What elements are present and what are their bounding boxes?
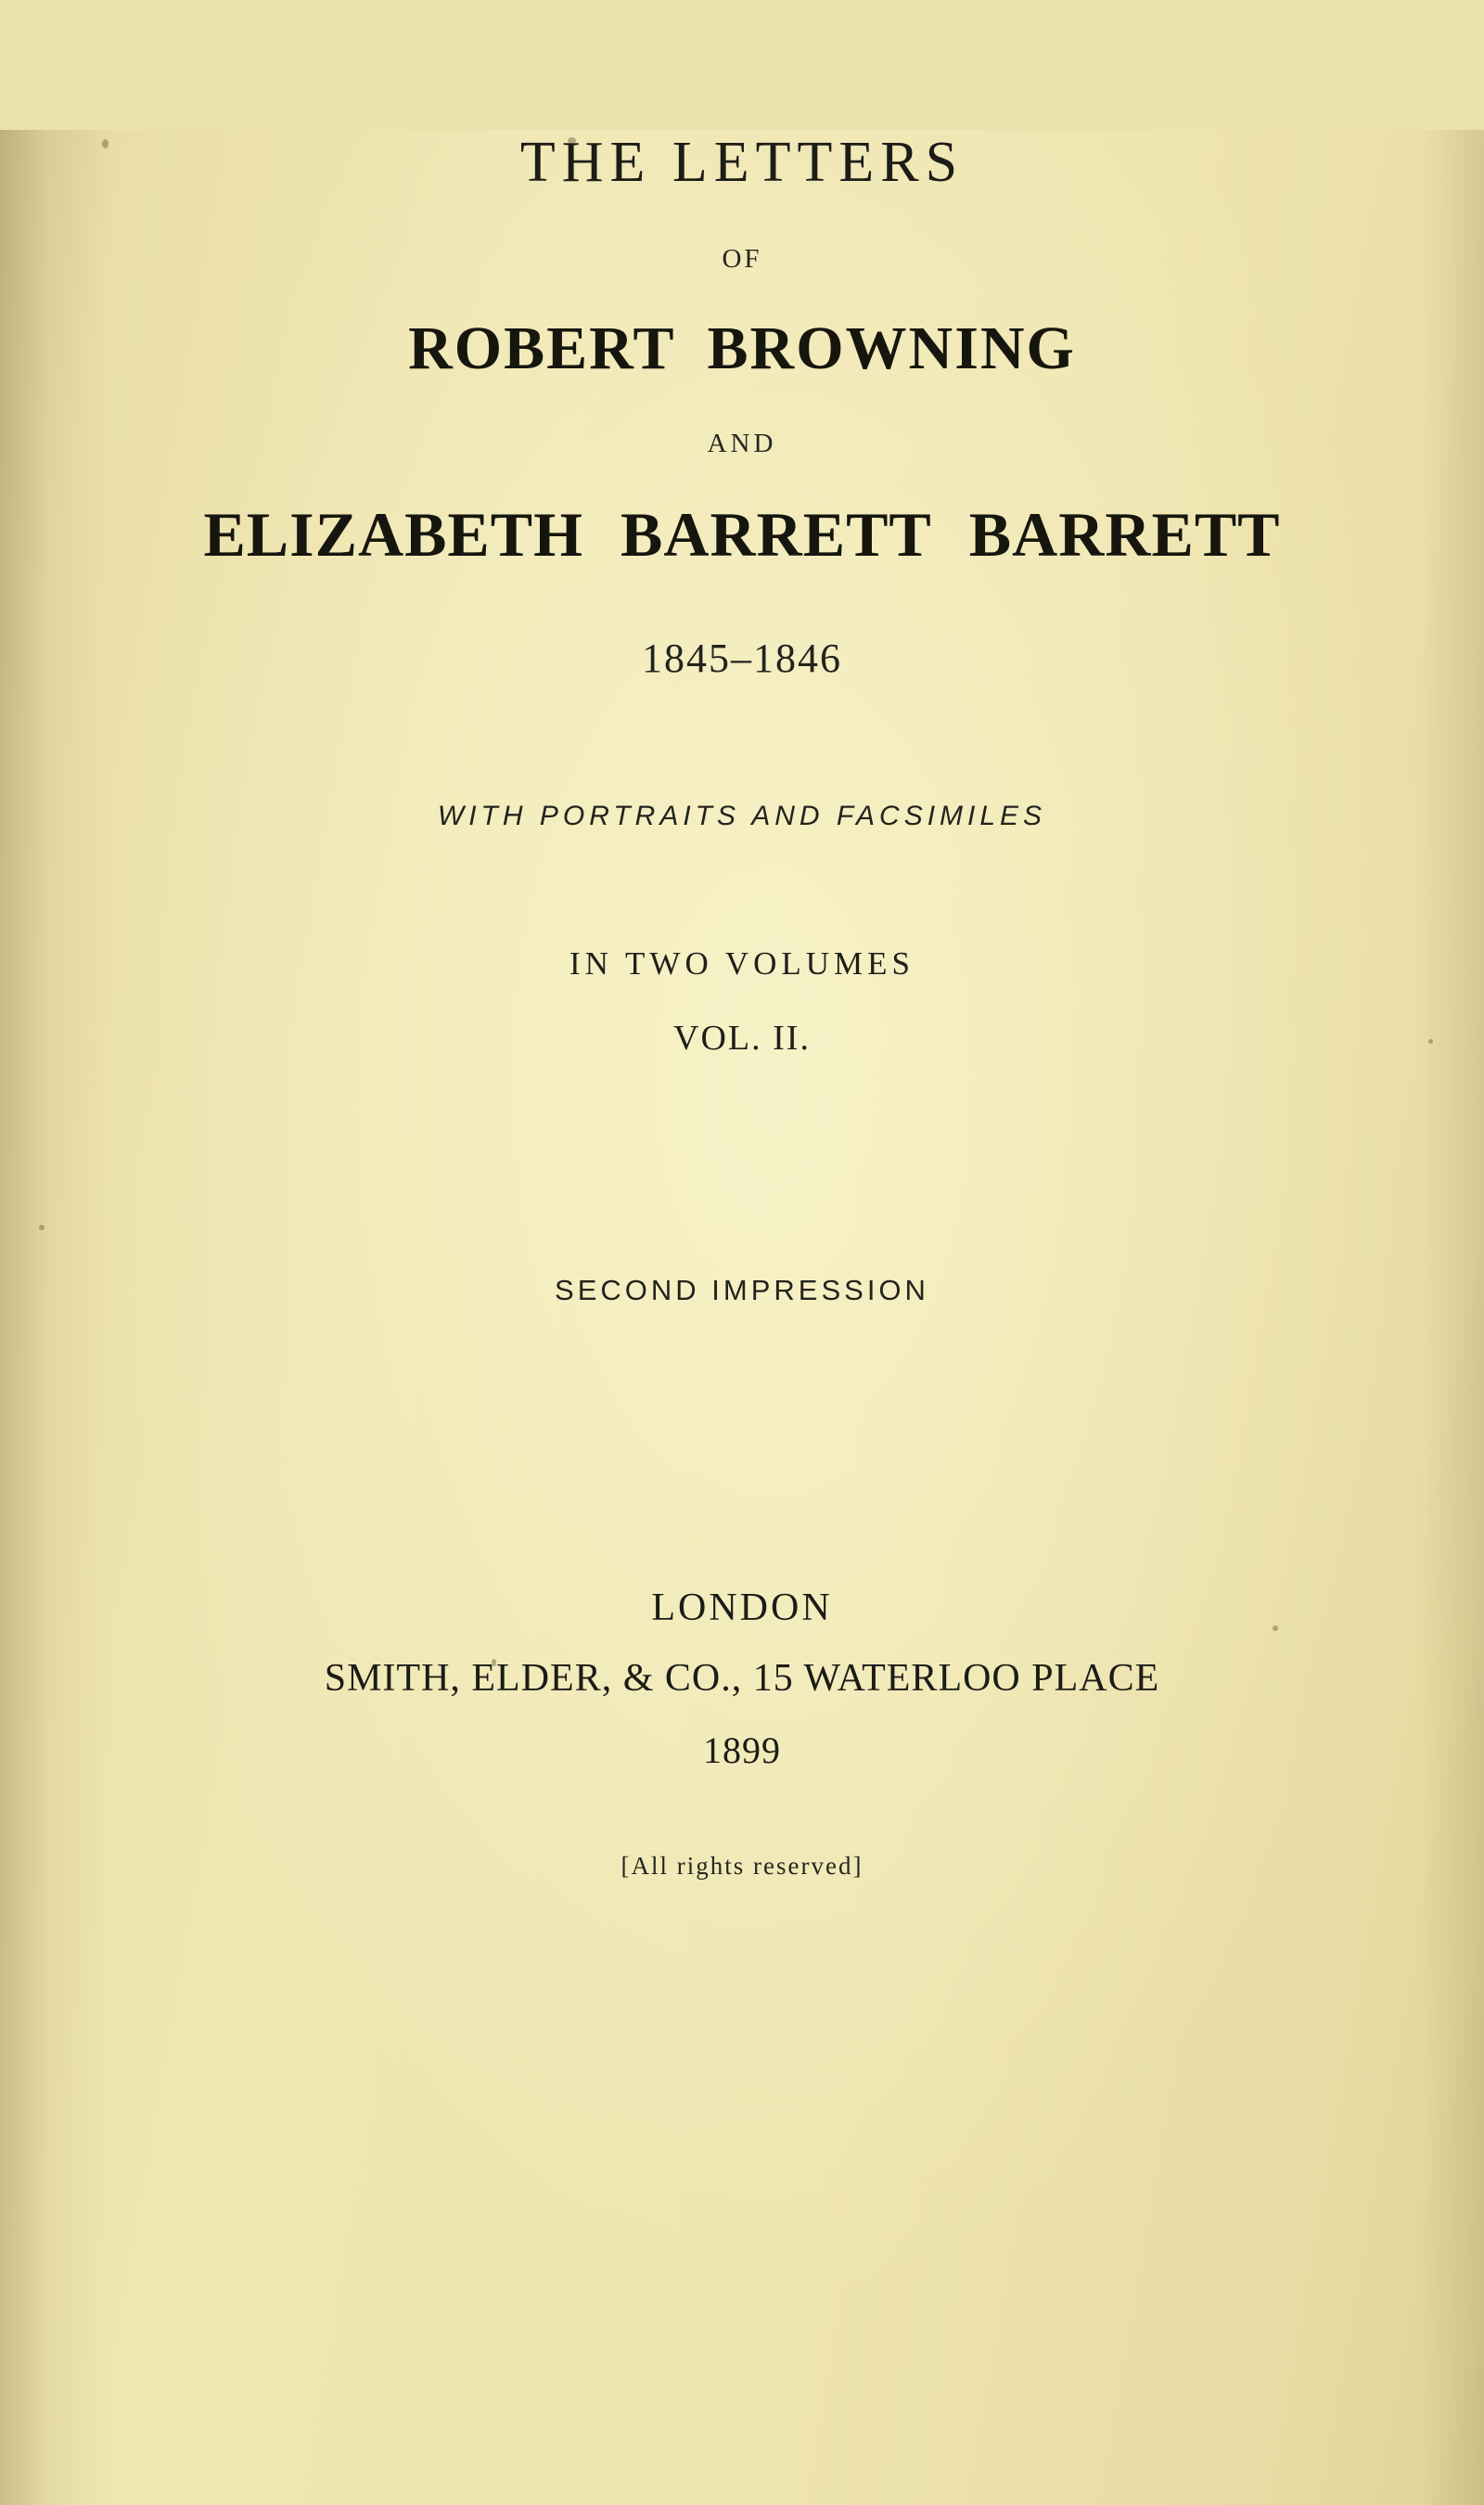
title-connector-and: AND xyxy=(707,429,777,458)
volume-set-note: IN TWO VOLUMES xyxy=(569,945,915,982)
imprint-year: 1899 xyxy=(703,1729,781,1771)
volume-number: VOL. II. xyxy=(673,1019,811,1058)
imprint-city: LONDON xyxy=(651,1586,833,1629)
subtitle-illustrations: WITH PORTRAITS AND FACSIMILES xyxy=(437,801,1047,831)
edition-statement: SECOND IMPRESSION xyxy=(555,1274,929,1306)
author-first-name: ROBERT xyxy=(408,315,676,382)
author2-last-name: BARRETT xyxy=(968,499,1281,570)
author-elizabeth-barrett-barrett xyxy=(0,498,1484,572)
author2-first-name: ELIZABETH xyxy=(203,499,584,570)
title-page-content xyxy=(0,130,1484,1881)
author2-middle-name: BARRETT xyxy=(620,499,932,570)
book-title: THE LETTERS xyxy=(519,131,965,194)
date-range: 1845–1846 xyxy=(642,636,842,681)
author-robert-browning xyxy=(0,314,1484,384)
imprint-publisher: SMITH, ELDER, & CO., 15 WATERLOO PLACE xyxy=(324,1657,1160,1700)
title-connector-of: OF xyxy=(722,244,762,274)
rights-statement: [All rights reserved] xyxy=(620,1852,864,1880)
title-page xyxy=(0,130,1484,2505)
author-last-name: BROWNING xyxy=(707,315,1076,382)
